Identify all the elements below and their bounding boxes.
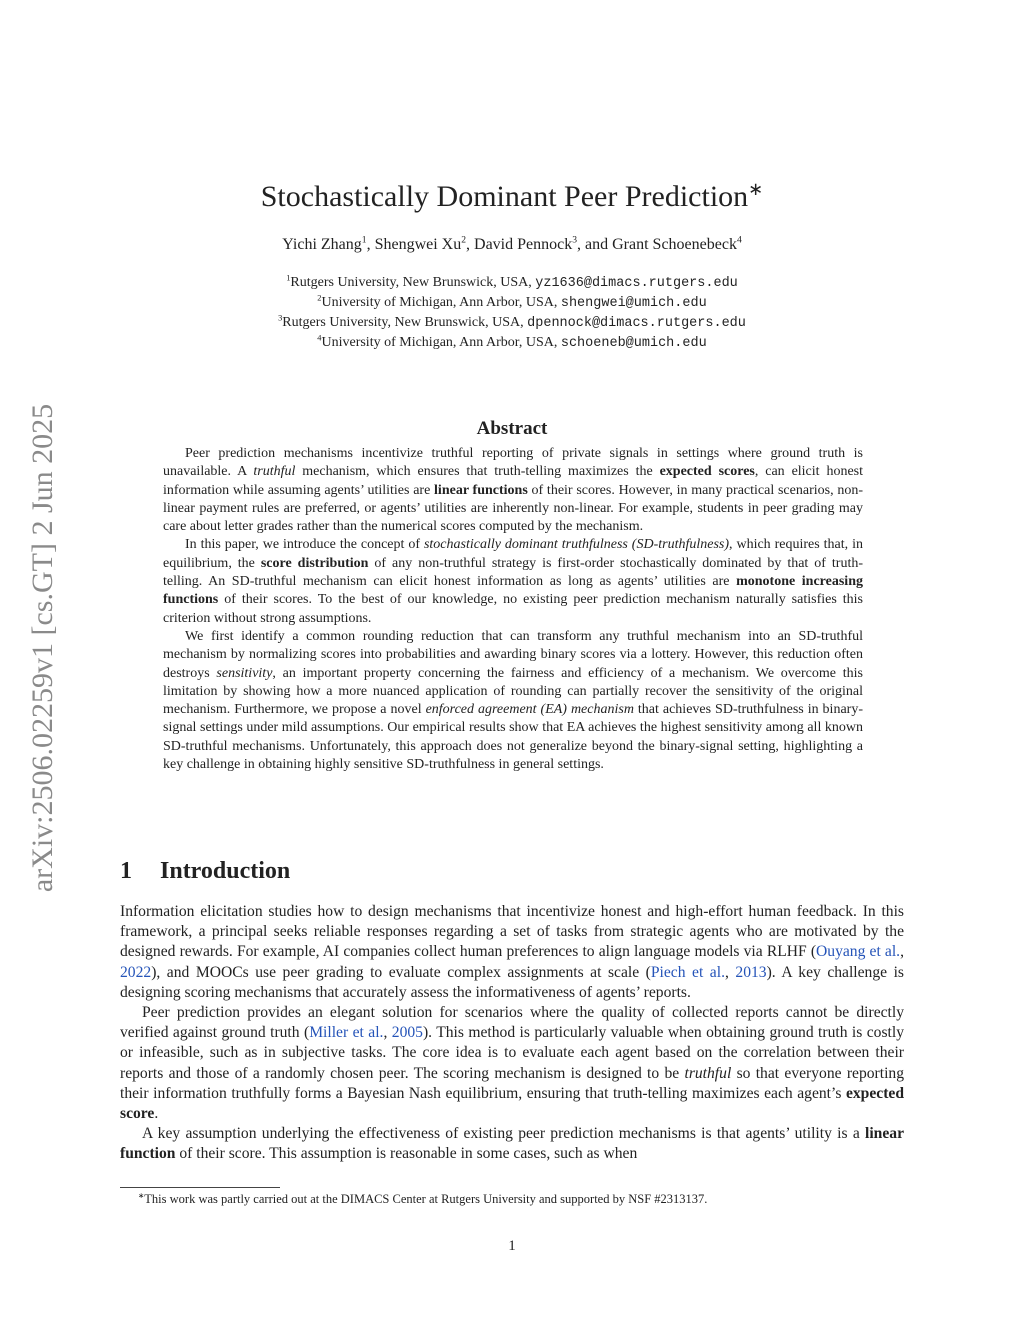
title-footnote-mark: ∗ [748,179,764,199]
footnote-divider [120,1187,280,1188]
text-run: of any non-truthful strategy is first-order stochastically dominated by that of truth-telling. An SD-truthful mechanism can elicit honest information as long as agents’ utilities are [163,555,864,590]
paper-title [0,180,1024,214]
text-run: , can elicit honest information while assuming agents’ utilities are [163,464,863,498]
footnote-text: This work was partly carried out at the DIMACS Center at Rutgers University and supported by NSF #2313137. [144,1192,708,1206]
section-heading [120,858,290,885]
text-run: of their scores. However, in many practical scenarios, non-linear payment rules are preferred, or agents’ utilities are inherently non-linear. For example, students in peer grading may care about letter grades rather than the numerical scores computed by the mechanism. [163,482,863,535]
affiliation-text: Rutgers University, New Brunswick, USA, [290,275,536,290]
affiliation-mark: 4 [317,333,322,343]
text-run: . [154,1105,159,1123]
text-run: A key assumption underlying the effectiveness of existing peer prediction mechanisms is that agents’ utility is a [142,1125,866,1143]
text-run: of their score. This assumption is reasonable in some cases, such as when [175,1145,638,1163]
emphasis: stochastically dominant truthfulness (SD-truthfulness) [423,537,730,553]
affiliation-email[interactable]: yz1636@dimacs.rutgers.edu [535,276,738,291]
author-affil-mark: 2 [461,234,467,246]
emphasis: truthful [253,464,296,480]
text-run: ). A key challenge is designing scoring mechanisms that accurately assess the informativeness of agents’ reports. [120,963,904,1001]
author-affil-mark: 4 [736,234,742,246]
body-paragraph [120,1003,904,1124]
text-run: Peer prediction mechanisms incentivize truthful reporting of private signals in settings where ground truth is unavailable. A [163,446,863,480]
author-separator: , [466,236,475,253]
citation-link[interactable]: Piech et al. [650,963,725,981]
author-affil-mark: 3 [572,234,578,246]
section-title: Introduction [160,858,291,884]
text-run: , [900,943,904,961]
page-number: 1 [508,1238,516,1254]
bold-term: expected score [120,1084,904,1123]
bold-term: linear functions [434,482,528,498]
text-run: of their scores. To the best of our knowledge, no existing peer prediction mechanism naturally satisfies this criterion without strong assumptions. [163,592,863,626]
title-text: Stochastically Dominant Peer Prediction [260,180,749,213]
citation-year-link[interactable]: 2022 [120,963,152,981]
affiliation-mark: 1 [286,273,291,283]
text-run: Peer prediction provides an elegant solution for scenarios where the quality of collected reports cannot be directly verified against ground truth ( [120,1004,904,1042]
abstract-heading: Abstract [476,418,548,439]
emphasis: enforced agreement (EA) mechanism [425,702,634,718]
text-run: so that everyone reporting their information truthfully forms a Bayesian Nash equilibrium, ensuring that truth-telling maximizes each agent’s [120,1064,904,1102]
citation-year-link[interactable]: 2005 [391,1024,423,1042]
author-name: Grant Schoenebeck [612,236,737,253]
citation-link[interactable]: Ouyang et al. [816,943,901,961]
text-run: , [383,1024,392,1042]
footnote-mark: ∗ [138,1190,145,1200]
bold-term: monotone increasing functions [163,574,863,608]
text-run: ). This method is particularly valuable when obtaining ground truth is costly or infeasible, such as in subjective tasks. The core idea is to evaluate each agent based on the correlation between their reports and those of a randomly chosen peer. The scoring mechanism is designed to be [120,1024,904,1082]
affiliation-list [0,273,1024,353]
emphasis: truthful [684,1064,732,1082]
author-name: David Pennock [474,236,573,253]
affiliation-email[interactable]: shengwei@umich.edu [560,296,707,311]
affiliation-mark: 2 [317,293,322,303]
text-run: that achieves SD-truthfulness in binary-signal settings under mild assumptions. Our empirical results show that EA achieves the highest sensitivity among all known SD-truthful mechanisms. Unfortunately, this approach does not generalize beyond the binary-signal setting, highlighting a key challenge in obtaining highly sensitive SD-truthfulness in general settings. [163,702,863,773]
author-separator: , and [577,236,613,253]
affiliation-email[interactable]: schoeneb@umich.edu [560,336,707,351]
text-run: mechanism, which ensures that truth-telling maximizes the [295,464,660,480]
affiliation-line [0,273,1024,293]
author-name: Shengwei Xu [374,236,462,253]
bold-term: linear function [120,1125,904,1163]
affiliation-text: Rutgers University, New Brunswick, USA, [282,315,528,330]
text-run: Information elicitation studies how to design mechanisms that incentivize honest and high-effort human feedback. In this framework, a principal seeks reliable responses regarding a set of tasks from strategic agents who are motivated by the designed rewards. For example, AI companies collect human preferences to align language models via RLHF ( [120,903,904,961]
author-list [0,236,1024,254]
affiliation-text: University of Michigan, Ann Arbor, USA, [321,335,561,350]
body-paragraph [120,902,904,1003]
emphasis: sensitivity [216,665,273,681]
affiliation-text: University of Michigan, Ann Arbor, USA, [321,295,561,310]
section-number: 1 [120,858,132,884]
bold-term: expected scores [659,464,755,480]
abstract-body [163,445,863,774]
text-run: ), and MOOCs use peer grading to evaluate complex assignments at scale ( [151,963,651,981]
body-paragraph [120,1124,904,1164]
text-run: , an important property concerning the fairness and efficiency of a mechanism. We overcome this limitation by showing how a more nuanced application of rounding can partially recover the sensitivity of the original mechanism. Furthermore, we propose a novel [163,665,863,718]
abstract-paragraph [163,445,863,536]
citation-link[interactable]: Miller et al. [309,1024,384,1042]
introduction-body [120,902,904,1165]
abstract-paragraph [163,628,863,774]
affiliation-mark: 3 [278,313,283,323]
citation-year-link[interactable]: 2013 [735,963,767,981]
affiliation-email[interactable]: dpennock@dimacs.rutgers.edu [527,316,746,331]
author-affil-mark: 1 [361,234,367,246]
footnote [138,1192,707,1207]
affiliation-line [0,293,1024,313]
affiliation-line [0,333,1024,353]
text-run: , which requires that, in equilibrium, the [163,537,863,571]
bold-term: score distribution [260,555,369,571]
text-run: In this paper, we introduce the concept of [185,537,424,553]
author-separator: , [366,236,375,253]
abstract-paragraph [163,536,863,627]
author-name: Yichi Zhang [282,236,362,253]
affiliation-line [0,313,1024,333]
arxiv-identifier: arXiv:2506.02259v1 [cs.GT] 2 Jun 2025 [26,403,59,893]
text-run: , [724,963,736,981]
text-run: We first identify a common rounding reduction that can transform any truthful mechanism into an SD-truthful mechanism by normalizing scores into probabilities and awarding binary scores via a lottery. However, this reduction often destroys [163,628,863,681]
